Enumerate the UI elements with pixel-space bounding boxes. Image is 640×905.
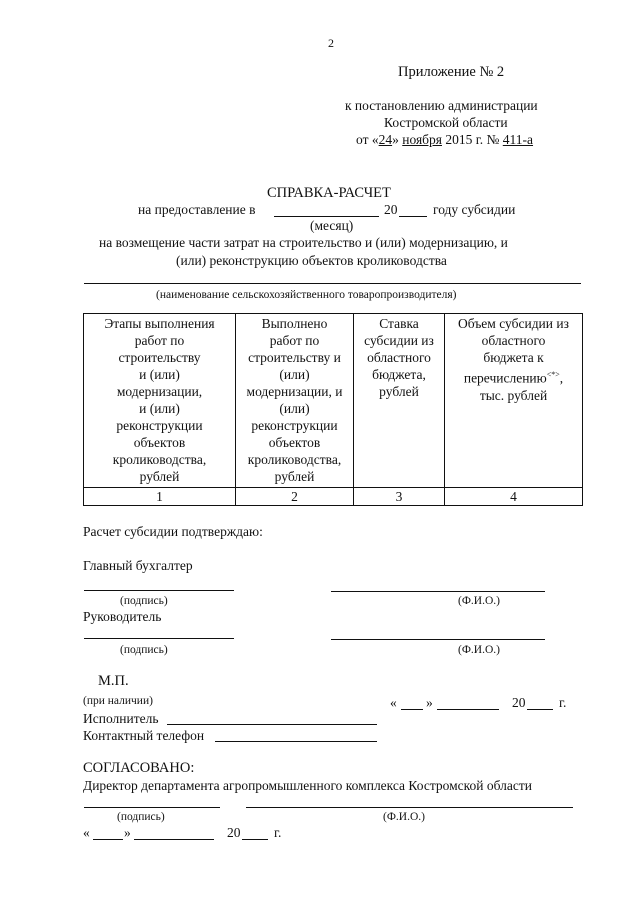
appendix-date-line (356, 132, 533, 148)
col-number-2: 2 (236, 488, 354, 506)
director-label: Руководитель (83, 609, 162, 624)
director-signature-caption: (подпись) (120, 644, 168, 656)
appendix-line-2: Костромской области (384, 115, 508, 130)
accountant-signature-line (84, 590, 234, 591)
date-year-suffix: г. (559, 695, 567, 710)
header-cell-4-text: Объем субсидии из областного бюджета к перечислению (458, 316, 569, 386)
executor-line (167, 724, 377, 725)
producer-caption: (наименование сельскохозяйственного товаропроизводителя) (156, 289, 457, 301)
header-cell-3: Ставка субсидии из областного бюджета, рублей (354, 314, 445, 488)
agreed-date-day-blank (93, 839, 123, 840)
header-cell-1: Этапы выполнения работ по строительству и (или) модернизации, и (или) реконструкции объектов кролиководства, рублей (84, 314, 236, 488)
header-cell-4-tail: , тыс. рублей (479, 370, 564, 403)
table-number-row (84, 488, 583, 506)
if-available-note: (при наличии) (83, 695, 153, 707)
header-cell-4 (445, 314, 583, 488)
agreed-date-month-blank (134, 839, 214, 840)
header-cell-2: Выполнено работ по строительству и (или) модернизации, и (или) реконструкции объектов кролиководства, рублей (236, 314, 354, 488)
col-number-3: 3 (354, 488, 445, 506)
director-signature-line (84, 638, 234, 639)
date-year: 2015 г. № (442, 132, 503, 147)
date-mid: » (392, 132, 403, 147)
agreed-heading: СОГЛАСОВАНО: (83, 760, 195, 776)
year-blank (399, 216, 427, 217)
agreed-year-suffix: г. (274, 825, 282, 840)
accountant-fio-line (331, 591, 545, 592)
document-title: СПРАВКА-РАСЧЕТ (267, 185, 391, 201)
director-fio-line (331, 639, 545, 640)
agreed-fio-caption: (Ф.И.О.) (383, 811, 425, 823)
date-day-blank (401, 709, 423, 710)
agreed-director: Директор департамента агропромышленного комплекса Костромской области (83, 778, 533, 793)
doc-number: 411-а (502, 132, 534, 147)
agreed-fio-line (246, 807, 573, 808)
col-number-4: 4 (445, 488, 583, 506)
date-month: ноября (402, 132, 442, 147)
agreed-date-close-quote: » (124, 825, 131, 840)
accountant-fio-caption: (Ф.И.О.) (458, 595, 500, 607)
date-close-quote: » (426, 695, 433, 710)
date-year-prefix: 20 (512, 695, 526, 710)
date-day: 24 (378, 132, 393, 147)
header-line-3: (или) реконструкцию объектов кролиководства (176, 253, 447, 268)
agreed-signature-line (84, 807, 220, 808)
agreed-year-blank (242, 839, 268, 840)
date-open-quote: « (390, 695, 397, 710)
header-line-1-right: году субсидии (433, 202, 516, 217)
producer-name-line (84, 283, 581, 284)
appendix-title: Приложение № 2 (398, 64, 505, 80)
table-header-row (84, 314, 583, 488)
agreed-date-open-quote: « (83, 825, 90, 840)
agreed-year-prefix: 20 (227, 825, 241, 840)
subsidy-table (83, 313, 583, 506)
director-fio-caption: (Ф.И.О.) (458, 644, 500, 656)
footnote-marker: <*> (546, 370, 560, 379)
appendix-line-1: к постановлению администрации (345, 98, 538, 113)
header-year-prefix: 20 (384, 202, 398, 217)
accountant-signature-caption: (подпись) (120, 595, 168, 607)
agreed-signature-caption: (подпись) (117, 811, 165, 823)
month-hint: (месяц) (310, 218, 354, 233)
col-number-1: 1 (84, 488, 236, 506)
chief-accountant-label: Главный бухгалтер (83, 558, 193, 573)
phone-label: Контактный телефон (83, 728, 205, 743)
date-prefix: от « (356, 132, 379, 147)
date-year-blank (527, 709, 553, 710)
confirm-text: Расчет субсидии подтверждаю: (83, 524, 263, 539)
header-line-1-left: на предоставление в (138, 202, 256, 217)
executor-label: Исполнитель (83, 711, 159, 726)
month-blank (274, 216, 379, 217)
phone-line (215, 741, 377, 742)
page-number: 2 (328, 36, 334, 50)
header-line-2: на возмещение части затрат на строительство и (или) модернизацию, и (99, 235, 508, 250)
date-month-blank (437, 709, 499, 710)
stamp-label: М.П. (98, 673, 129, 689)
